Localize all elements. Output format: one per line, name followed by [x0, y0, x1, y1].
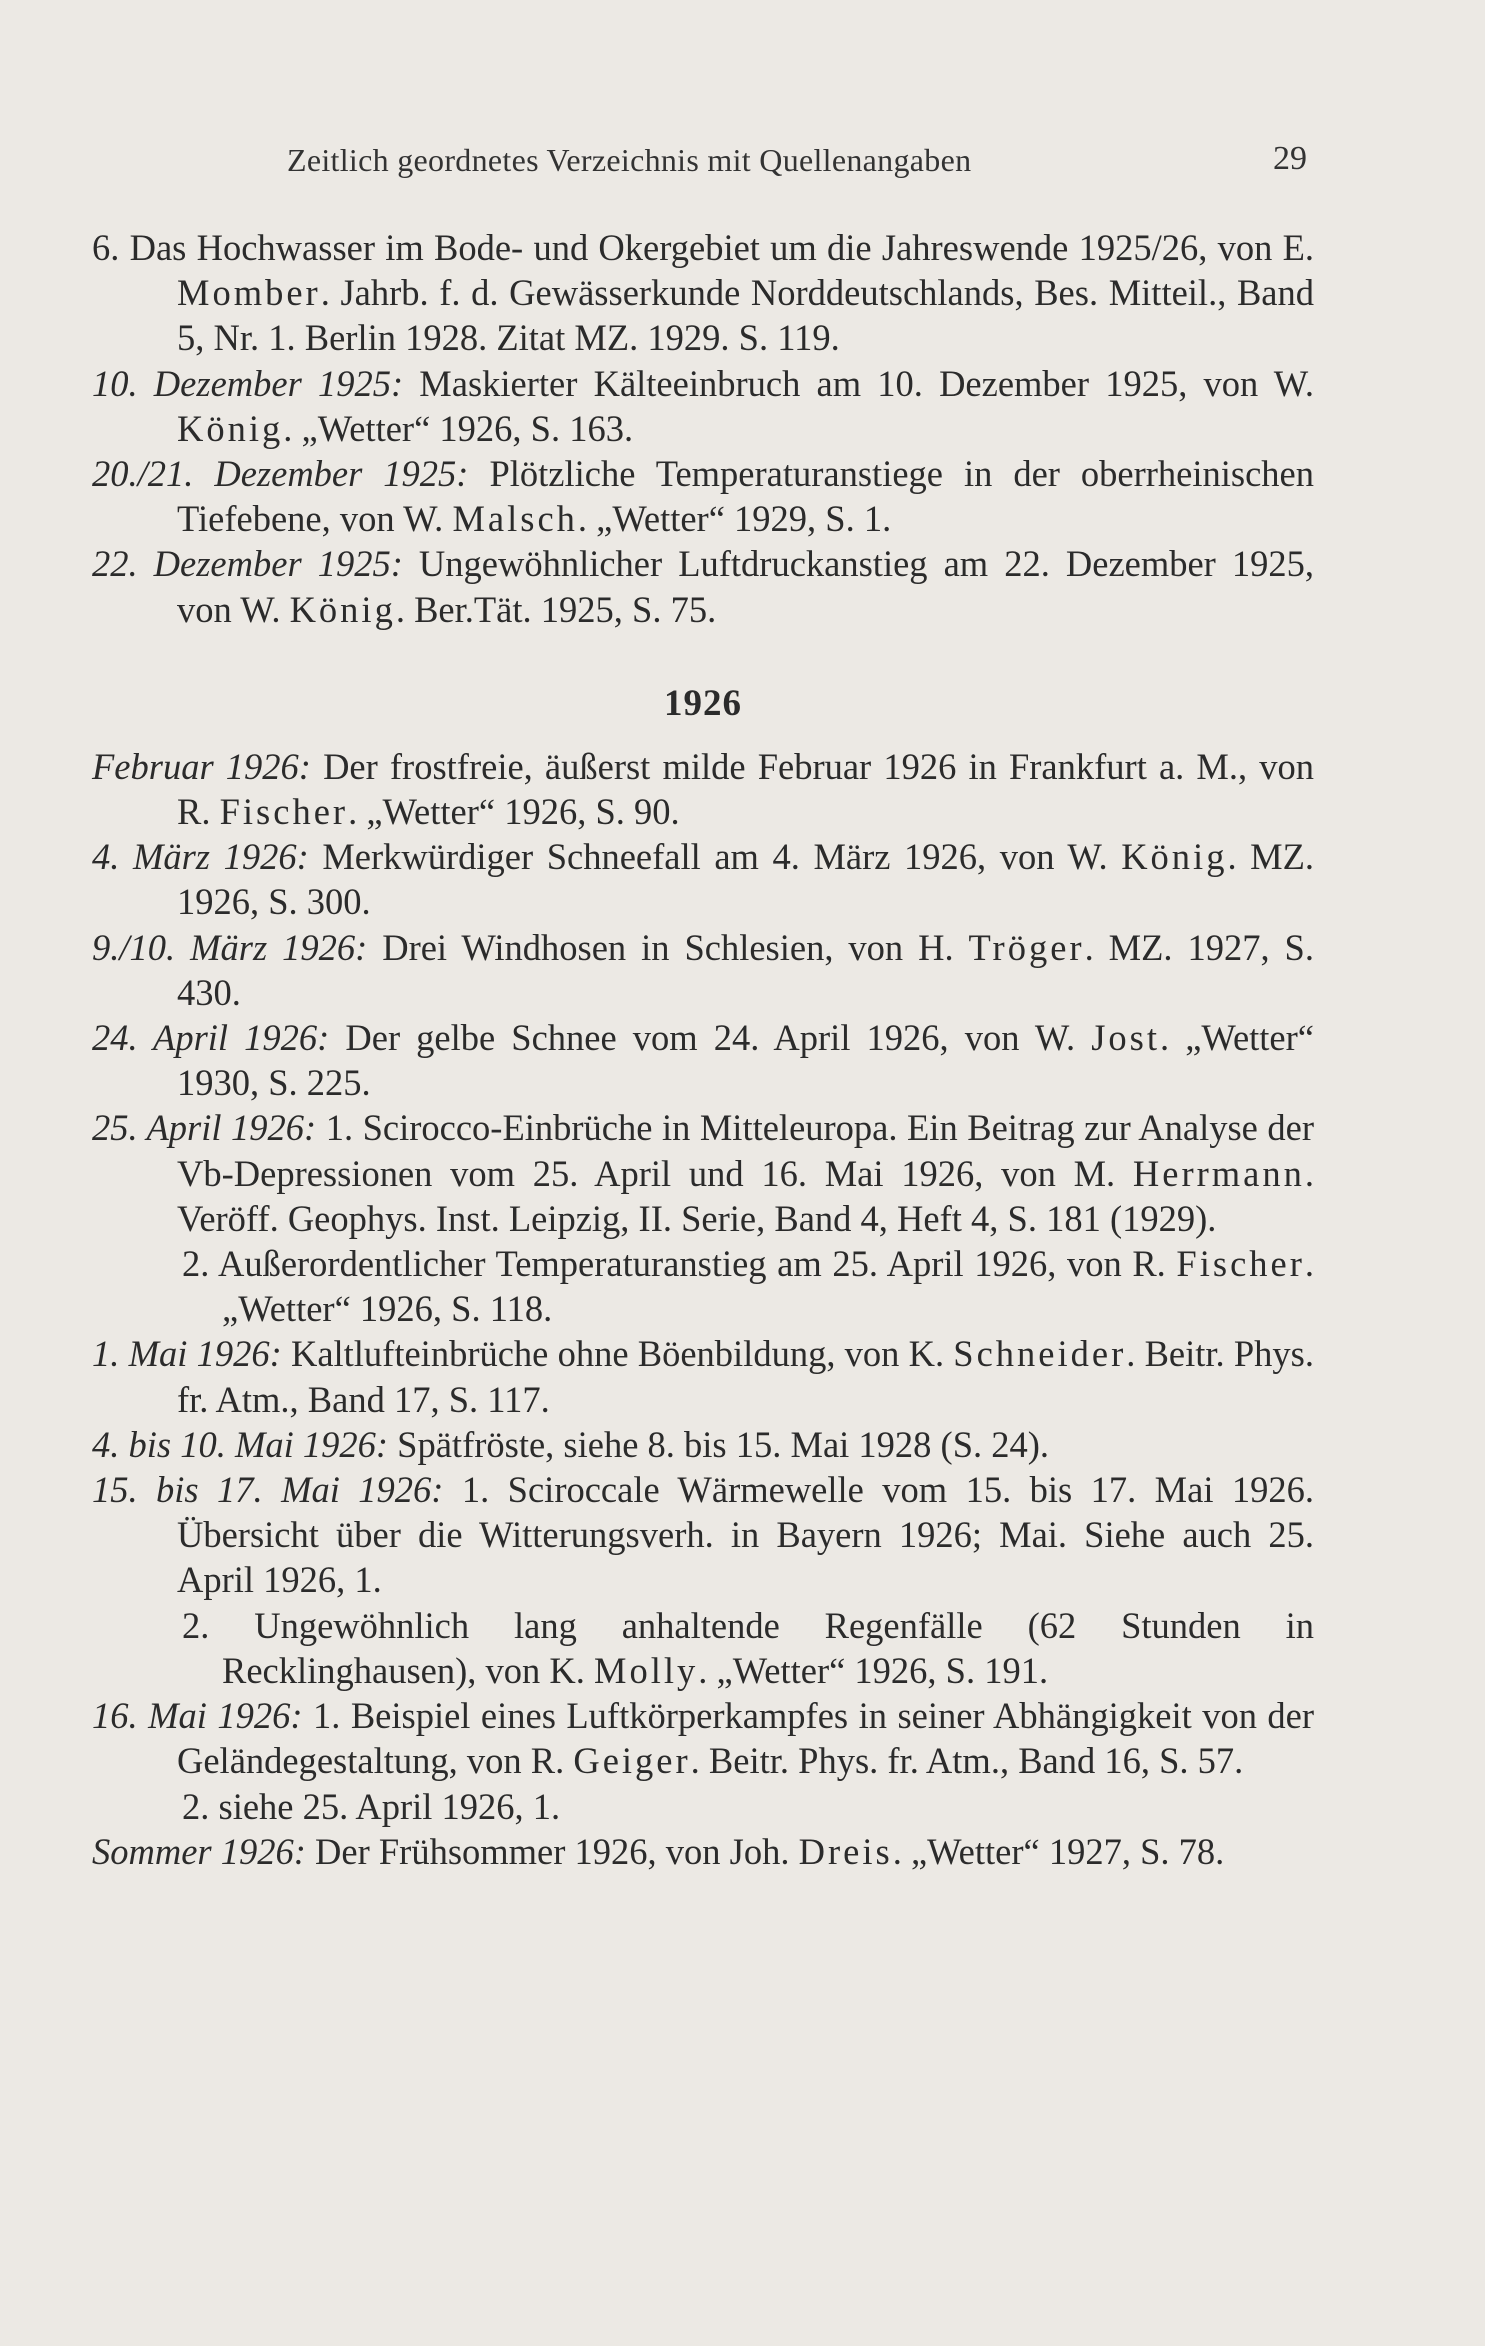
entry-source: . Ber.Tät. 1925, S. 75. — [395, 588, 717, 630]
entry — [92, 1467, 1314, 1603]
sub-entry — [92, 1603, 1314, 1693]
entry-text: 2. Außerordentlicher Temperaturanstieg am 25. April 1926, von R. — [182, 1243, 1177, 1285]
entry-date: 1. Mai 1926: — [92, 1333, 282, 1375]
entry-source: . Beitr. Phys. fr. Atm., Band 17, S. 117. — [177, 1333, 1315, 1420]
entry-source: . Jahrb. f. d. Gewässerkunde Norddeutschlands, Bes. Mitteil., Band 5, Nr. 1. Berlin 1928. Zitat MZ. 1929. S. 119. — [177, 272, 1314, 359]
entry-author: Momber — [177, 272, 321, 314]
entry — [92, 451, 1314, 541]
entry-source: . „Wetter“ 1926, S. 90. — [348, 791, 680, 833]
entry-source: . Veröff. Geophys. Inst. Leipzig, II. Serie, Band 4, Heft 4, S. 181 (1929). — [177, 1152, 1314, 1239]
entry — [92, 541, 1314, 631]
entry-date: 4. März 1926: — [92, 836, 309, 878]
entry-author: Geiger — [573, 1740, 691, 1782]
entry — [92, 225, 1314, 361]
year-heading: 1926 — [664, 682, 742, 724]
sub-entry — [92, 1241, 1314, 1331]
entry-source: . „Wetter“ 1926, S. 118. — [222, 1243, 1314, 1330]
entry-text: Maskierter Kälteeinbruch am 10. Dezember 1925, von W. — [403, 362, 1315, 404]
entry-source: . MZ. 1926, S. 300. — [177, 836, 1315, 923]
entry-source: . Beitr. Phys. fr. Atm., Band 16, S. 57. — [690, 1740, 1244, 1782]
entry-date: 4. bis 10. Mai 1926: — [92, 1423, 389, 1465]
entry-source: . „Wetter“ 1929, S. 1. — [577, 498, 892, 540]
entry-text: Merkwürdiger Schneefall am 4. März 1926, von W. — [308, 836, 1122, 878]
entry — [92, 1422, 1314, 1467]
running-head: Zeitlich geordnetes Verzeichnis mit Quellenangaben — [287, 142, 972, 178]
entry-date: 15. bis 17. Mai 1926: — [92, 1469, 444, 1511]
entry — [92, 925, 1314, 1015]
page-content — [92, 225, 1314, 1874]
entry-date: 10. Dezember 1925: — [92, 362, 404, 404]
entry — [92, 1015, 1314, 1105]
entry-author: Schneider — [953, 1333, 1127, 1375]
entry — [92, 1105, 1314, 1241]
entry-author: König — [177, 407, 284, 449]
entry-text: Spätfröste, siehe 8. bis 15. Mai 1928 (S. 24). — [388, 1423, 1050, 1465]
entry-source: . MZ. 1927, S. 430. — [177, 926, 1314, 1013]
entry-author: König — [1121, 836, 1228, 878]
entry-date: 24. April 1926: — [92, 1017, 330, 1059]
entry-source: . „Wetter“ 1930, S. 225. — [177, 1017, 1314, 1104]
entry-author: Fischer — [1176, 1243, 1305, 1285]
entry-source: . „Wetter“ 1927, S. 78. — [892, 1830, 1225, 1872]
entry-author: König — [289, 588, 396, 630]
entry-date: Februar 1926: — [92, 745, 311, 787]
entry-source: . „Wetter“ 1926, S. 191. — [698, 1649, 1049, 1691]
entry-text: Der frostfreie, äußerst milde Februar 1926 in Frankfurt a. M., von R. — [177, 745, 1314, 833]
entry-text: 1. Sciroccale Wärmewelle vom 15. bis 17. Mai 1926. Übersicht über die Witterungsverh. in Bayern 1926; Mai. Siehe auch 25. April 1926, 1. — [177, 1469, 1315, 1601]
entry-text: 2. Ungewöhnlich lang anhaltende Regenfälle (62 Stunden in Recklinghausen), von K. — [182, 1604, 1314, 1691]
entry-text: 1. Beispiel eines Luftkörperkampfes in seiner Abhängigkeit von der Geländegestaltung, von R. — [177, 1695, 1315, 1782]
entry-text: Der gelbe Schnee vom 24. April 1926, von W. — [329, 1017, 1092, 1059]
entry-date: 22. Dezember 1925: — [92, 543, 403, 585]
entry-date: 20./21. Dezember 1925: — [92, 453, 469, 495]
entry-author: Fischer — [219, 791, 349, 833]
entry-text: Drei Windhosen in Schlesien, von H. — [367, 926, 969, 968]
entry-author: Molly — [594, 1649, 699, 1691]
entry-date: 16. Mai 1926: — [92, 1695, 303, 1737]
page-number: 29 — [1273, 140, 1307, 177]
entry-text: Kaltlufteinbrüche ohne Böenbildung, von K. — [281, 1333, 954, 1375]
sub-entry — [92, 1784, 1314, 1829]
entry-text: 6. Das Hochwasser im Bode- und Okergebiet um die Jahreswende 1925/26, von E. — [92, 227, 1314, 268]
entry — [92, 1829, 1314, 1874]
entry-text: 2. siehe 25. April 1926, 1. — [182, 1785, 561, 1827]
entry-text: Der Frühsommer 1926, von Joh. — [305, 1830, 799, 1872]
entry-date: 25. April 1926: — [92, 1107, 317, 1149]
entry-author: Tröger — [968, 926, 1085, 968]
entry — [92, 1331, 1314, 1421]
entry-author: Dreis — [798, 1830, 893, 1872]
entry-date: Sommer 1926: — [92, 1830, 306, 1872]
entry-text: Plötzliche Temperaturanstiege in der oberrheinischen Tiefebene, von W. — [177, 453, 1314, 540]
entry-author: Jost — [1091, 1017, 1161, 1059]
entry — [92, 1693, 1314, 1783]
entries-1925 — [92, 225, 1314, 632]
entry-source: . „Wetter“ 1926, S. 163. — [283, 407, 634, 449]
entries-1926 — [92, 744, 1314, 1874]
entry — [92, 361, 1314, 451]
entry — [92, 744, 1314, 834]
entry — [92, 834, 1314, 924]
entry-date: 9./10. März 1926: — [92, 926, 368, 968]
entry-author: Herrmann — [1132, 1152, 1305, 1194]
entry-text: 1. Scirocco-Einbrüche in Mitteleuropa. Ein Beitrag zur Analyse der Vb-Depressionen vom 25. April und 16. Mai 1926, von M. — [177, 1107, 1314, 1194]
entry-author: Malsch — [452, 498, 578, 540]
entry-text: Ungewöhnlicher Luftdruckanstieg am 22. Dezember 1925, von W. — [177, 543, 1315, 630]
